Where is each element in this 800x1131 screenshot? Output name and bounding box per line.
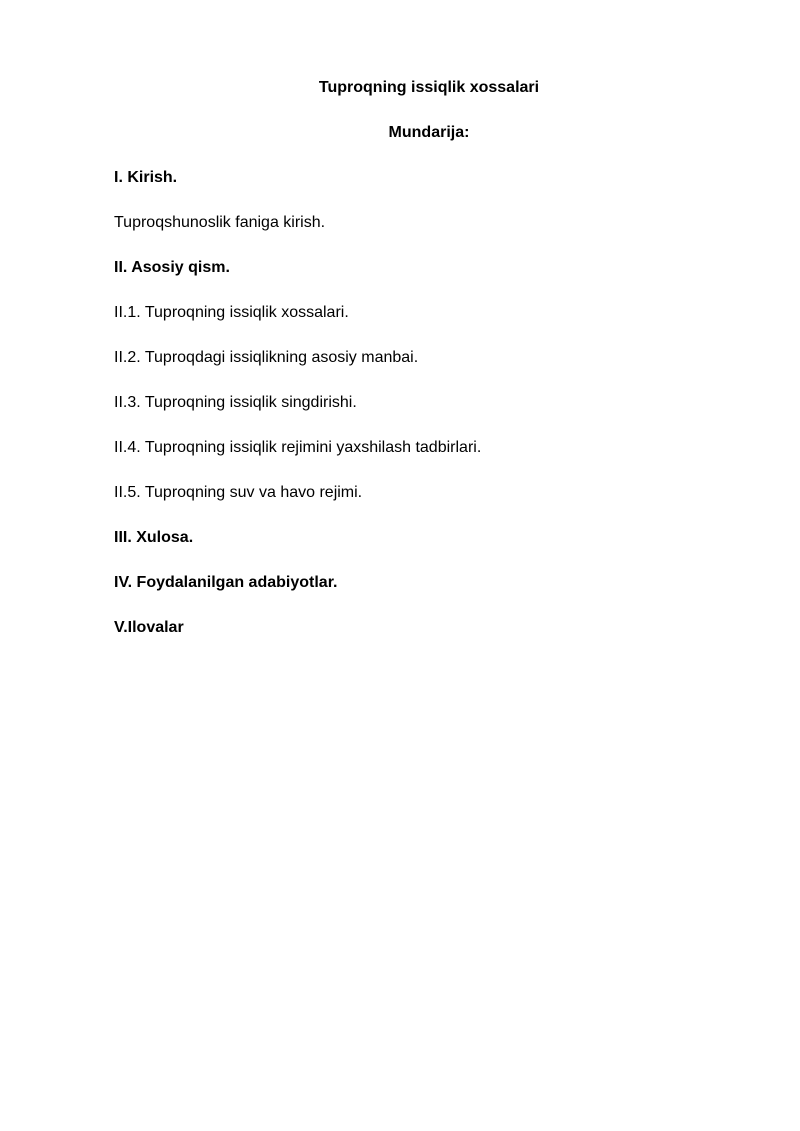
toc-item: I. Kirish. xyxy=(114,169,178,186)
toc-item: II.2. Tuproqdagi issiqlikning asosiy manbai. xyxy=(114,349,419,366)
toc-item: II. Asosiy qism. xyxy=(114,259,230,276)
toc-item: II.5. Tuproqning suv va havo rejimi. xyxy=(114,484,363,501)
toc-item: II.4. Tuproqning issiqlik rejimini yaxshilash tadbirlari. xyxy=(114,439,482,456)
document-title: Tuproqning issiqlik xossalari xyxy=(318,79,540,96)
toc-item: V.Ilovalar xyxy=(114,619,184,636)
toc-item: III. Xulosa. xyxy=(114,529,194,546)
toc-heading: Mundarija: xyxy=(388,124,470,141)
toc-item: II.1. Tuproqning issiqlik xossalari. xyxy=(114,304,349,321)
table-of-contents xyxy=(114,167,744,662)
toc-item: IV. Foydalanilgan adabiyotlar. xyxy=(114,574,338,591)
toc-item: Tuproqshunoslik faniga kirish. xyxy=(114,214,326,231)
toc-item: II.3. Tuproqning issiqlik singdirishi. xyxy=(114,394,357,411)
